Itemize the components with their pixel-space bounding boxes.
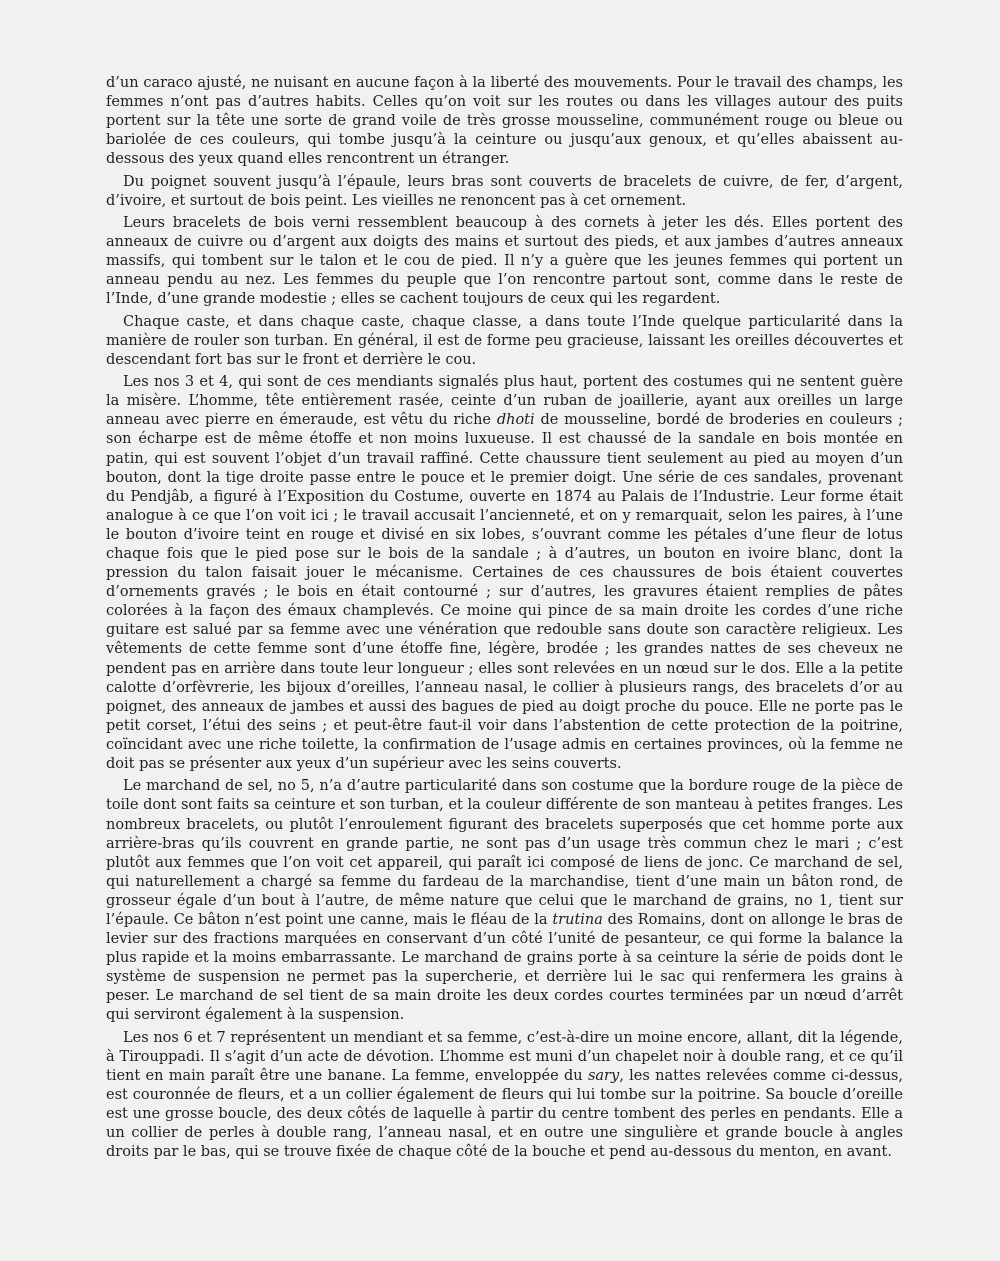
paragraph-text: Du poignet souvent jusqu’à l’épaule, leurs bras sont couverts de bracelets de cuivre, de fer, d’argent, d’ivoire, et surtout de bois peint. Les vieilles ne renoncent pas à cet ornement.: [106, 173, 903, 209]
paragraph-text: Le marchand de sel, no 5, n’a d’autre particularité dans son costume que la bordure rouge de la pièce de toile dont sont faits sa ceinture et son turban, et la couleur différente de son manteau à petites franges. Les nombreux bracelets, ou plutôt l’enroulement figurant des bracelets superposés que cet homme porte aux arrière-bras qu’ils couvrent en grande partie, ne sont pas d’un usage très commun chez le mari ; c’est plutôt aux femmes que l’on voit cet appareil, qui paraît ici composé de liens de jonc. Ce marchand de sel, qui naturellement a chargé sa femme du fardeau de la marchandise, tient d’une main un bâton rond, de grosseur égale d’un bout à l’autre, de même nature que celui que le marchand de grains, no 1, tient sur l’épaule. Ce bâton n’est point une canne, mais le fléau de la: [106, 778, 903, 928]
italic-term: dhoti: [496, 412, 535, 429]
paragraph: [106, 74, 903, 169]
paragraph: [106, 214, 903, 309]
paragraph-text: Les nos 3 et 4, qui sont de ces mendiants signalés plus haut, portent des costumes qui ne sentent guère la misère. L’homme, tête entièrement rasée, ceinte d’un ruban de joaillerie, ayant aux oreilles un large anneau avec pierre en émeraude, est vêtu du riche: [106, 374, 903, 429]
paragraph: [106, 777, 903, 1025]
paragraph-text: de mousseline, bordé de broderies en couleurs ; son écharpe est de même étoffe et non moins luxueuse. Il est chaussé de la sandale en bois montée en patin, qui est souvent l’objet d’un travail raffiné. Cette chaussure tient seulement au pied au moyen d’un bouton, dont la tige droite passe entre le pouce et le premier doigt. Une série de ces sandales, provenant du Pendjâb, a figuré à l’Exposition du Costume, ouverte en 1874 au Palais de l’Industrie. Leur forme était analogue à ce que l’on voit ici ; le travail accusait l’ancienneté, et on y remarquait, selon les paires, à l’une le bouton d’ivoire teint en rouge et divisé en six lobes, s’ouvrant comme les pétales d’une fleur de lotus chaque fois que le pied pose sur le bois de la sandale ; à d’autres, un bouton en ivoire blanc, dont la pression du talon faisait jouer le mécanisme. Certaines de ces chaussures de bois étaient couvertes d’ornements gravés ; le bois en était contourné ; sur d’autres, les gravures étaient remplies de pâtes colorées à la façon des émaux champlevés. Ce moine qui pince de sa main droite les cordes d’une riche guitare est salué par sa femme avec une vénération que redouble sans doute son caractère religieux. Les vêtements de cette femme sont d’une étoffe fine, légère, brodée ; les grandes nattes de ses cheveux ne pendent pas en arrière dans toute leur longueur ; elles sont relevées en un nœud sur le dos. Elle a la petite calotte d’orfèvrerie, les bijoux d’oreilles, l’anneau nasal, le collier à plusieurs rangs, des bracelets d’or au poignet, des anneaux de jambes et aussi des bagues de pied au doigt proche du pouce. Elle ne porte pas le petit corset, l’étui des seins ; et peut-être faut-il voir dans l’abstention de cette protection de la poitrine, coïncidant avec une riche toilette, la confirmation de l’usage admis en certaines provinces, où la femme ne doit pas se présenter aux yeux d’un supérieur avec les seins couverts.: [106, 412, 904, 773]
italic-term: sary: [587, 1067, 620, 1084]
paragraph: [106, 1029, 903, 1163]
paragraph: [106, 313, 903, 370]
paragraph-text: , les nattes relevées comme ci-dessus, est couronnée de fleurs, et a un collier également de fleurs qui lui tombe sur la poitrine. Sa boucle d’oreille est une grosse boucle, des deux côtés de laquelle à partir du centre tombent des perles en pendants. Elle a un collier de perles à double rang, l’anneau nasal, et en outre une singulière et grande boucle à angles droits par le bas, qui se trouve fixée de chaque côté de la bouche et pend au-dessous du menton, en avant.: [106, 1067, 903, 1161]
paragraph: [106, 173, 903, 211]
paragraph-text: Leurs bracelets de bois verni ressemblent beaucoup à des cornets à jeter les dés. Elles portent des anneaux de cuivre ou d’argent aux doigts des mains et surtout des pieds, et aux jambes d’autres anneaux massifs, qui tombent sur le talon et le cou de pied. Il n’y a guère que les jeunes femmes qui portent un anneau pendu au nez. Les femmes du peuple que l’on rencontre partout sont, comme dans le reste de l’Inde, d’une grande modestie ; elles se cachent toujours de ceux qui les regardent.: [106, 215, 903, 308]
paragraph-text: Chaque caste, et dans chaque caste, chaque classe, a dans toute l’Inde quelque particularité dans la manière de rouler son turban. En général, il est de forme peu gracieuse, laissant les oreilles découvertes et descendant fort bas sur le front et derrière le cou.: [106, 313, 903, 368]
paragraph-text: des Romains, dont on allonge le bras de levier sur des fractions marquées en conservant d’un côté l’unité de pesanteur, ce qui forme la balance la plus rapide et la moins embarrassante. Le marchand de grains porte à sa ceinture la série de poids dont le système de suspension ne permet pas la supercherie, et derrière lui le sac qui renfermera les grains à peser. Le marchand de sel tient de sa main droite les deux cordes courtes terminées par un nœud d’arrêt qui serviront également à la suspension.: [106, 911, 903, 1024]
paragraph-text: Les nos 6 et 7 représentent un mendiant et sa femme, c’est-à-dire un moine encore, allant, dit la légende, à Tirouppadi. Il s’agit d’un acte de dévotion. L’homme est muni d’un chapelet noir à double rang, et ce qu’il tient en main paraît être une banane. La femme, enveloppée du: [106, 1029, 903, 1084]
paragraph: [106, 373, 903, 774]
paragraph-text: d’un caraco ajusté, ne nuisant en aucune façon à la liberté des mouvements. Pour le travail des champs, les femmes n’ont pas d’autres habits. Celles qu’on voit sur les routes ou dans les villages autour des puits portent sur la tête une sorte de grand voile de très grosse mousseline, communément rouge ou bleue ou bariolée de ces couleurs, qui tombe jusqu’à la ceinture ou jusqu’aux genoux, et qu’elles abaissent au-dessous des yeux quand elles rencontrent un étranger.: [106, 75, 903, 168]
italic-term: trutina: [552, 911, 603, 928]
document-page: [106, 74, 903, 1166]
